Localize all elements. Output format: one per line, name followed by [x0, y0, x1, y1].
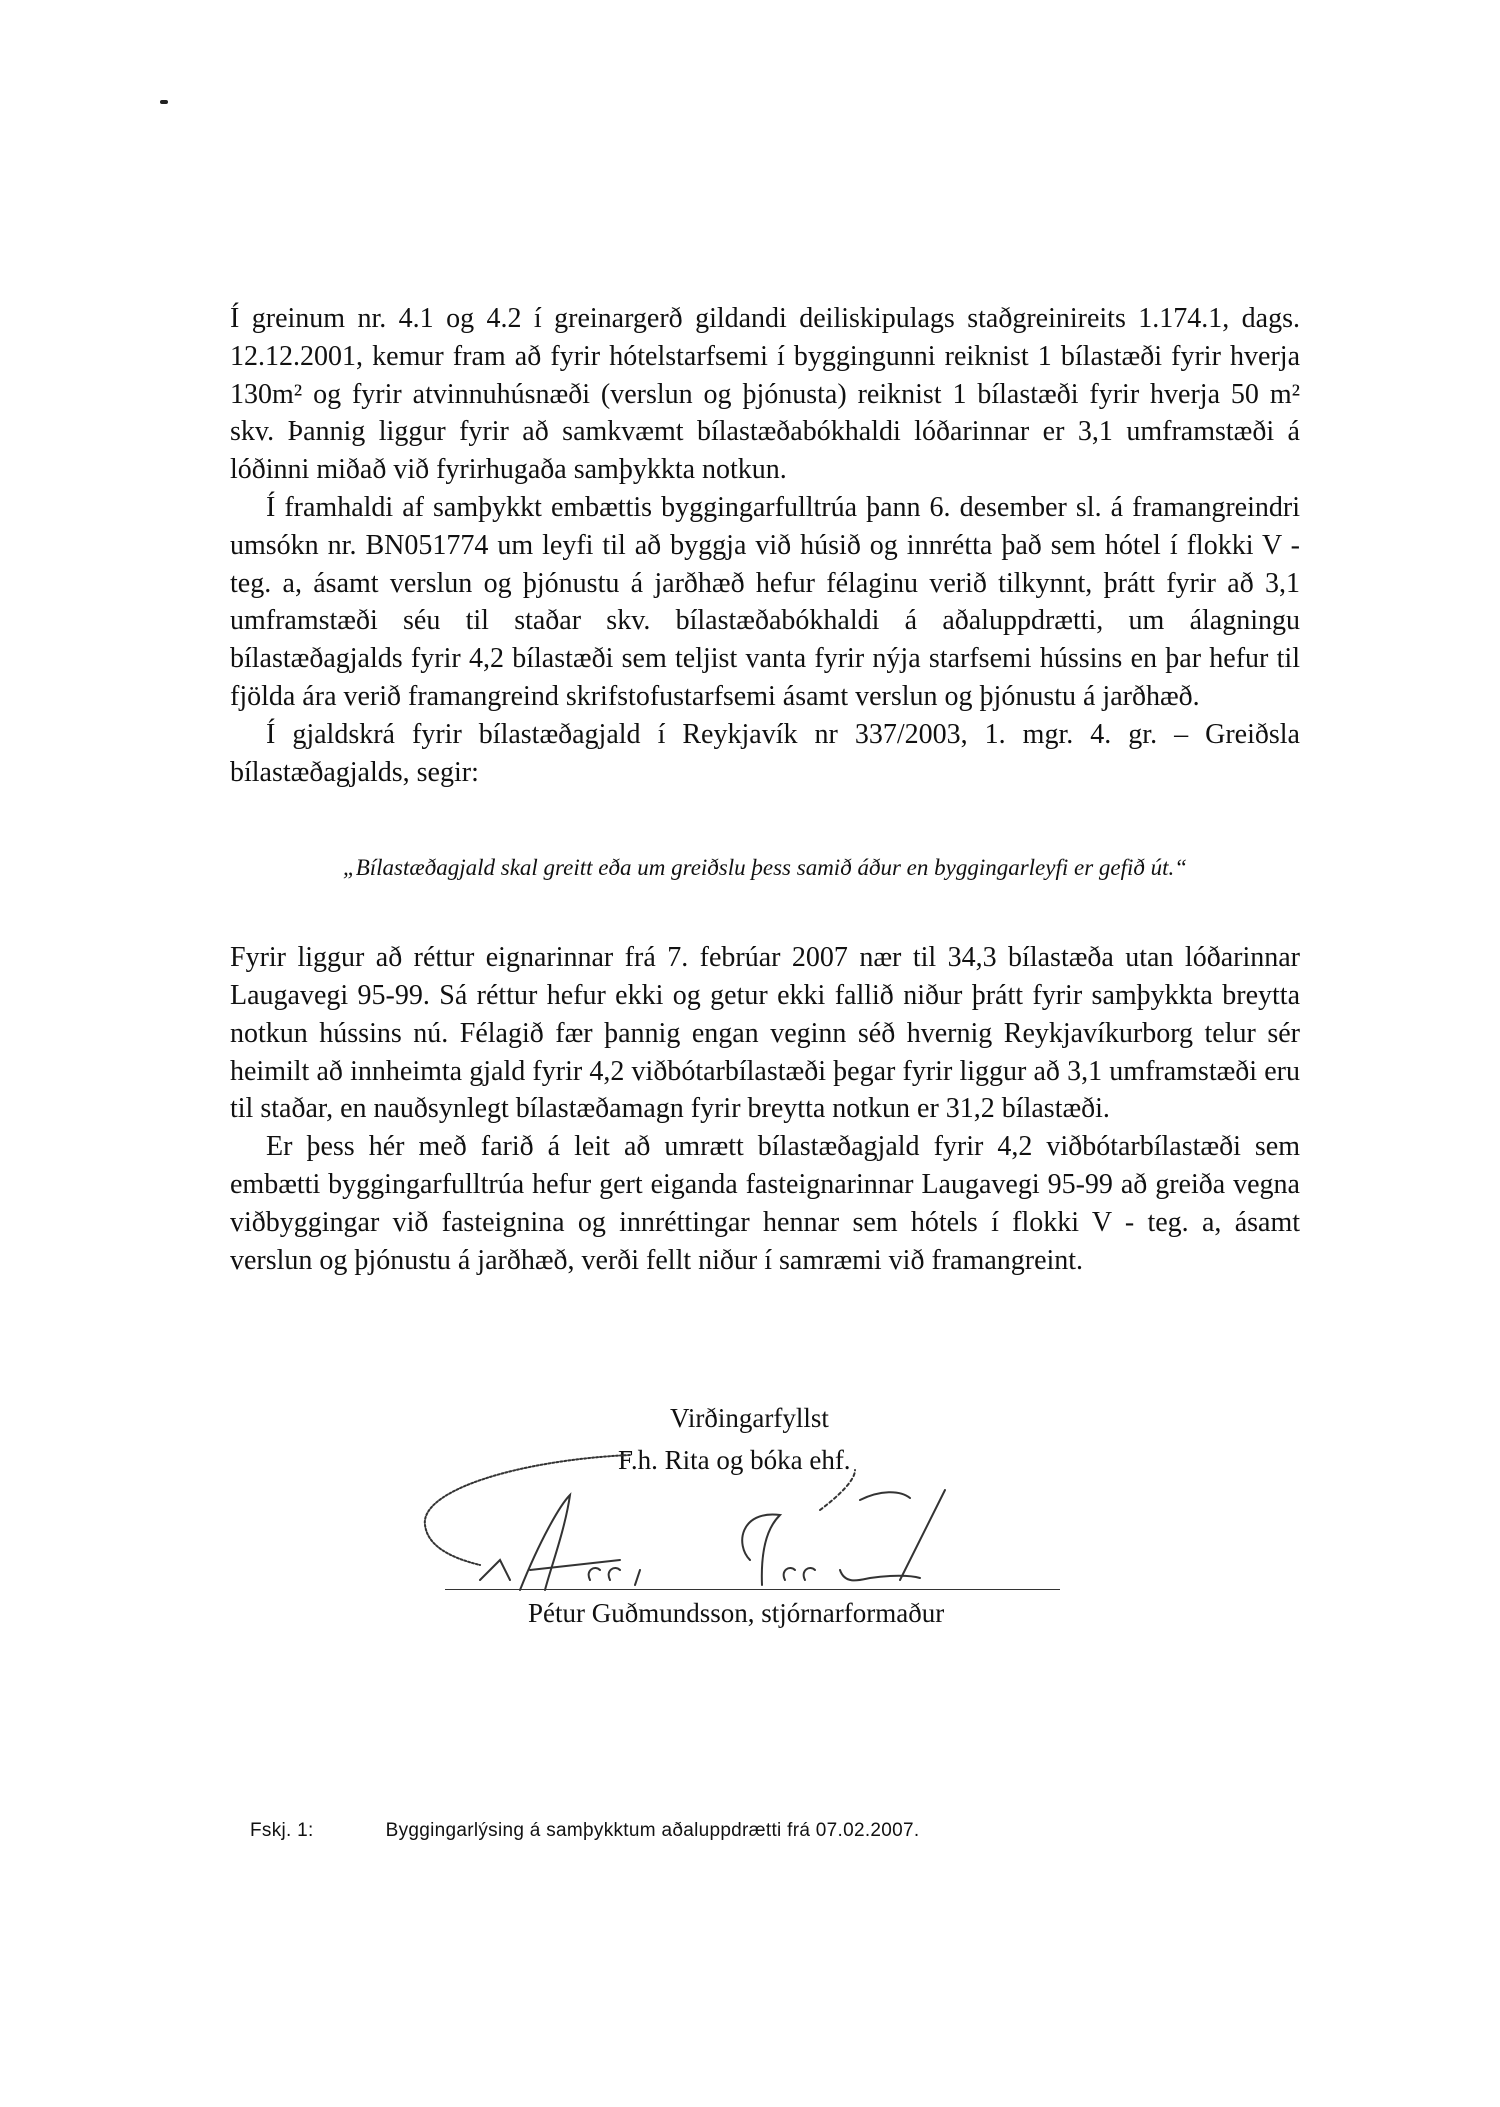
attachment-label: Fskj. 1: [250, 1820, 314, 1841]
signature-line [445, 1589, 1060, 1590]
signer-name: Pétur Guðmundsson, stjórnarformaður [528, 1598, 945, 1628]
paragraph-3: Í gjaldskrá fyrir bílastæðagjald í Reykjavík nr 337/2003, 1. mgr. 4. gr. – Greiðsla bílastæðagjalds, segir: [230, 718, 1300, 788]
quotation: „Bílastæðagjald skal greitt eða um greiðslu þess samið áður en byggingarleyfi er gefið út.“ [342, 855, 1188, 881]
paragraph-1: Í greinum nr. 4.1 og 4.2 í greinargerð gildandi deiliskipulags staðgreinireits 1.174.1, dags. 12.12.2001, kemur fram að fyrir hótelstarfsemi í byggingunni reiknist 1 bílastæði fyrir hverja 130m² og fyrir atvinnuhúsnæði (verslun og þjónusta) reiknist 1 bílastæði fyrir hverja 50 m² skv. Þannig liggur fyrir að samkvæmt bílastæðabókhaldi lóðarinnar er 3,1 umframstæði á lóðinni miðað við fyrirhugaða samþykkta notkun. [230, 303, 1300, 486]
attachment-text: Byggingarlýsing á samþykktum aðaluppdrætti frá 07.02.2007. [385, 1820, 920, 1841]
paragraph-5: Er þess hér með farið á leit að umrætt bílastæðagjald fyrir 4,2 viðbótarbílastæði sem embætti byggingarfulltrúa hefur gert eiganda fasteignarinnar Laugavegi 95-99 að greiða vegna viðbyggingar við fasteignina og innréttingar hennar sem hótels í flokki V - teg. a, ásamt verslun og þjónustu á jarðhæð, verði fellt niður í samræmi við framangreint. [230, 1131, 1300, 1276]
paragraph-4: Fyrir liggur að réttur eignarinnar frá 7. febrúar 2007 nær til 34,3 bílastæða utan lóðarinnar Laugavegi 95-99. Sá réttur hefur ekki og getur ekki fallið niður þrátt fyrir samþykkta breytta notkun hússins nú. Félagið fær þannig engan veginn séð hvernig Reykjavíkurborg telur sér heimilt að innheimta gjald fyrir 4,2 viðbótarbílastæði þegar fyrir liggur að 3,1 umframstæði eru til staðar, en nauðsynlegt bílastæðamagn fyrir breytta notkun er 31,2 bílastæði. [230, 942, 1300, 1125]
paragraph-2: Í framhaldi af samþykkt embættis byggingarfulltrúa þann 6. desember sl. á framangreindri umsókn nr. BN051774 um leyfi til að byggja við húsið og innrétta það sem hótel í flokki V - teg. a, ásamt verslun og þjónustu á jarðhæð hefur félaginu verið tilkynnt, þrátt fyrir að 3,1 umframstæði séu til staðar skv. bílastæðabókhaldi á aðaluppdrætti, um álagningu bílastæðagjalds fyrir 4,2 bílastæði sem teljist vanta fyrir nýja starfsemi hússins en þar hefur til fjölda ára verið framangreind skrifstofustarfsemi ásamt verslun og þjónustu á jarðhæð. [230, 491, 1300, 712]
signature-image [400, 1420, 1080, 1610]
company-line: F.h. Rita og bóka ehf. [618, 1445, 851, 1475]
scan-speck [160, 100, 168, 104]
closing-salutation: Virðingarfyllst [670, 1403, 829, 1433]
letter-body [230, 300, 1300, 1279]
attachment-note [250, 1820, 919, 1842]
